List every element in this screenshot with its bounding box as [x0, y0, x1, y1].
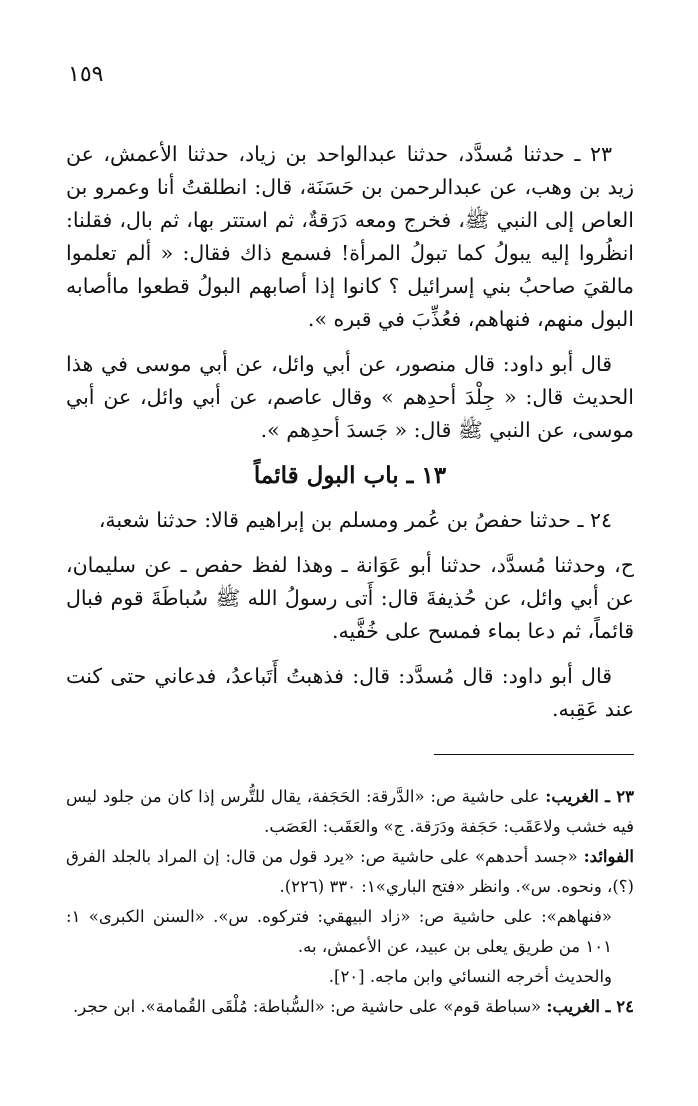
footnote-23-nahahum: «فنهاهم»: على حاشية ص: «زاد البيهقي: فتركوه. س». «السنن الكبرى» ١: ١٠١ من طريق يعلى بن عبيد، عن الأعمش، به. [66, 907, 612, 956]
hadith-24-text: ح، وحدثنا مُسدَّد، حدثنا أبو عَوَانة ـ وهذا لفظ حفص ـ عن سليمان، عن أبي وائل، عن حُذيفةَ قال: أَتى رسولُ الله ﷺ سُباطَةَ قوم فبال قائماً، ثم دعا بماء فمسح على خُفَّيه. [66, 553, 634, 643]
footnote-label: ٢٤ ـ الغريب: [546, 997, 634, 1016]
footnote-label: ٢٣ ـ الغريب: [545, 787, 635, 806]
hadith-24-isnad: ٢٤ ـ حدثنا حفصُ بن عُمر ومسلم بن إبراهيم قالا: حدثنا شعبة، [98, 508, 612, 532]
footnotes [66, 782, 634, 1022]
footnote-23-fawaid [66, 842, 634, 902]
footnote-text: «سباطة قوم» على حاشية ص: «السُّباطة: مُلْقَى القُمامة». ابن حجر. [72, 997, 542, 1016]
hadith-23-abu-dawud-note: قال أبو داود: قال منصور، عن أبي وائل، عن أبي موسى في هذا الحديث قال: « جِلْدَ أحدِهم » وقال عاصم، عن أبي وائل، عن أبي موسى، عن النبي ﷺ قال: « جَسدَ أحدِهم ». [66, 352, 634, 442]
main-text [66, 138, 634, 738]
footnote-23-takhrij: والحديث أخرجه النسائي وابن ماجه. [٢٠]. [328, 967, 612, 986]
hadith-23-text: ٢٣ ـ حدثنا مُسدَّد، حدثنا عبدالواحد بن زياد، حدثنا الأعمش، عن زيد بن وهب، عن عبدالرحمن بن حَسَنَة، قال: انطلقتُ أنا وعمرو بن العاص إلى النبي ﷺ، فخرج ومعه دَرَقةٌ، ثم استتر بها، ثم بال، فقلنا: انظُروا إليه يبولُ كما تبولُ المرأة! فسمع ذاك فقال: « ألم تعلموا مالقيَ صاحبُ بني إسرائيل ؟ كانوا إذا أصابهم البولُ قطعوا ماأصابه البول منهم، فنهاهم، فعُذِّبَ في قبره ». [66, 142, 634, 331]
page-number: ١٥٩ [68, 62, 104, 87]
footnote-text: على حاشية ص: «الدَّرقة: الحَجَفة، يقال للتُّرس إذا كان من جلود ليس فيه خشب ولاعَقَب: حَجَفة ودَرَقة. ج» والعَقَب: العَصَب. [66, 787, 634, 836]
chapter-heading: ١٣ ـ باب البول قائماً [253, 462, 447, 489]
footnote-24-gharib [66, 992, 634, 1022]
footnote-23-gharib [66, 782, 634, 842]
footnote-text: «جسد أحدهم» على حاشية ص: «يرد قول من قال: إن المراد بالجلد الفرق (؟)، ونحوه. س». وانظر «فتح الباري»١: ٣٣٠ (٢٢٦). [66, 847, 634, 896]
footnote-label: الفوائد: [583, 847, 634, 866]
footnote-separator [434, 754, 634, 755]
hadith-24-abu-dawud-note: قال أبو داود: قال مُسدَّد: قال: فذهبتُ أَتَباعدُ، فدعاني حتى كنت عند عَقِبه. [66, 664, 634, 721]
